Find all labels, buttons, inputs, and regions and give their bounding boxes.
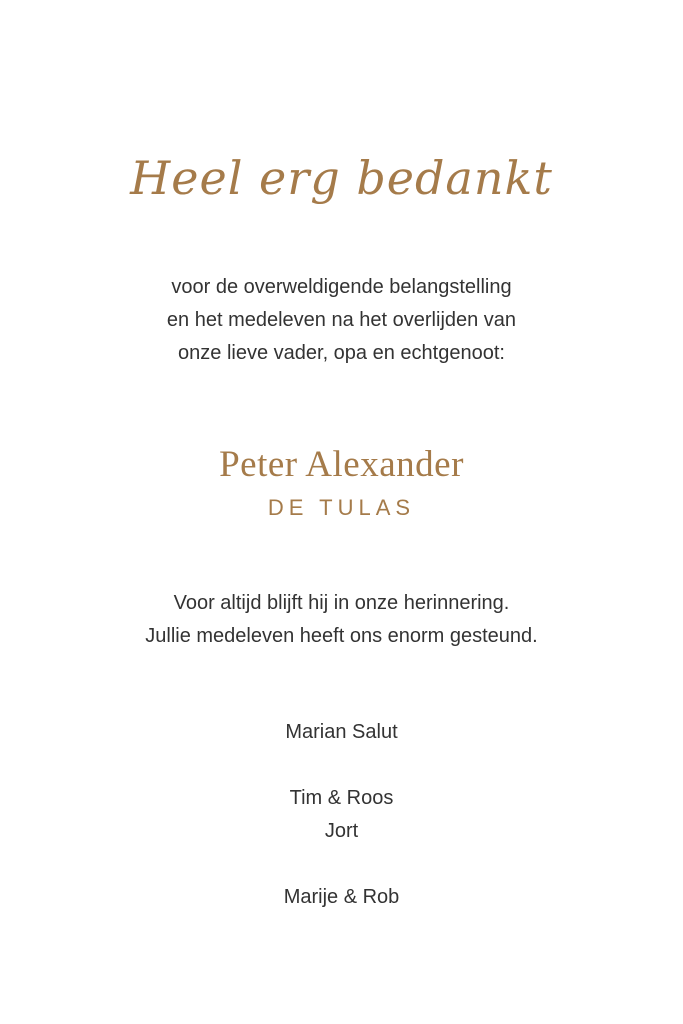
intro-line-2: en het medeleven na het overlijden van xyxy=(166,309,517,331)
signature-name: Marije & Rob xyxy=(283,886,400,908)
memory-line-2: Jullie medeleven heeft ons enorm gesteund. xyxy=(145,625,538,647)
signature-name: Jort xyxy=(324,820,359,842)
intro-text xyxy=(0,271,683,370)
signature-group-3 xyxy=(0,881,683,914)
memory-line-1: Voor altijd blijft hij in onze herinnering. xyxy=(173,592,510,614)
signature-name: Tim & Roos xyxy=(289,787,394,809)
signature-name: Marian Salut xyxy=(285,721,398,743)
deceased-surname: DE TULAS xyxy=(267,495,416,520)
signature-group-2 xyxy=(0,782,683,848)
intro-line-3: onze lieve vader, opa en echtgenoot: xyxy=(178,342,505,364)
card-heading xyxy=(0,136,683,220)
heading-script-text: Heel erg bedankt xyxy=(130,151,553,205)
signature-group-1 xyxy=(0,716,683,749)
memory-text xyxy=(0,587,683,653)
signatures xyxy=(0,716,683,914)
deceased-first-names: Peter Alexander xyxy=(219,444,464,485)
intro-line-1: voor de overweldigende belangstelling xyxy=(171,276,512,298)
